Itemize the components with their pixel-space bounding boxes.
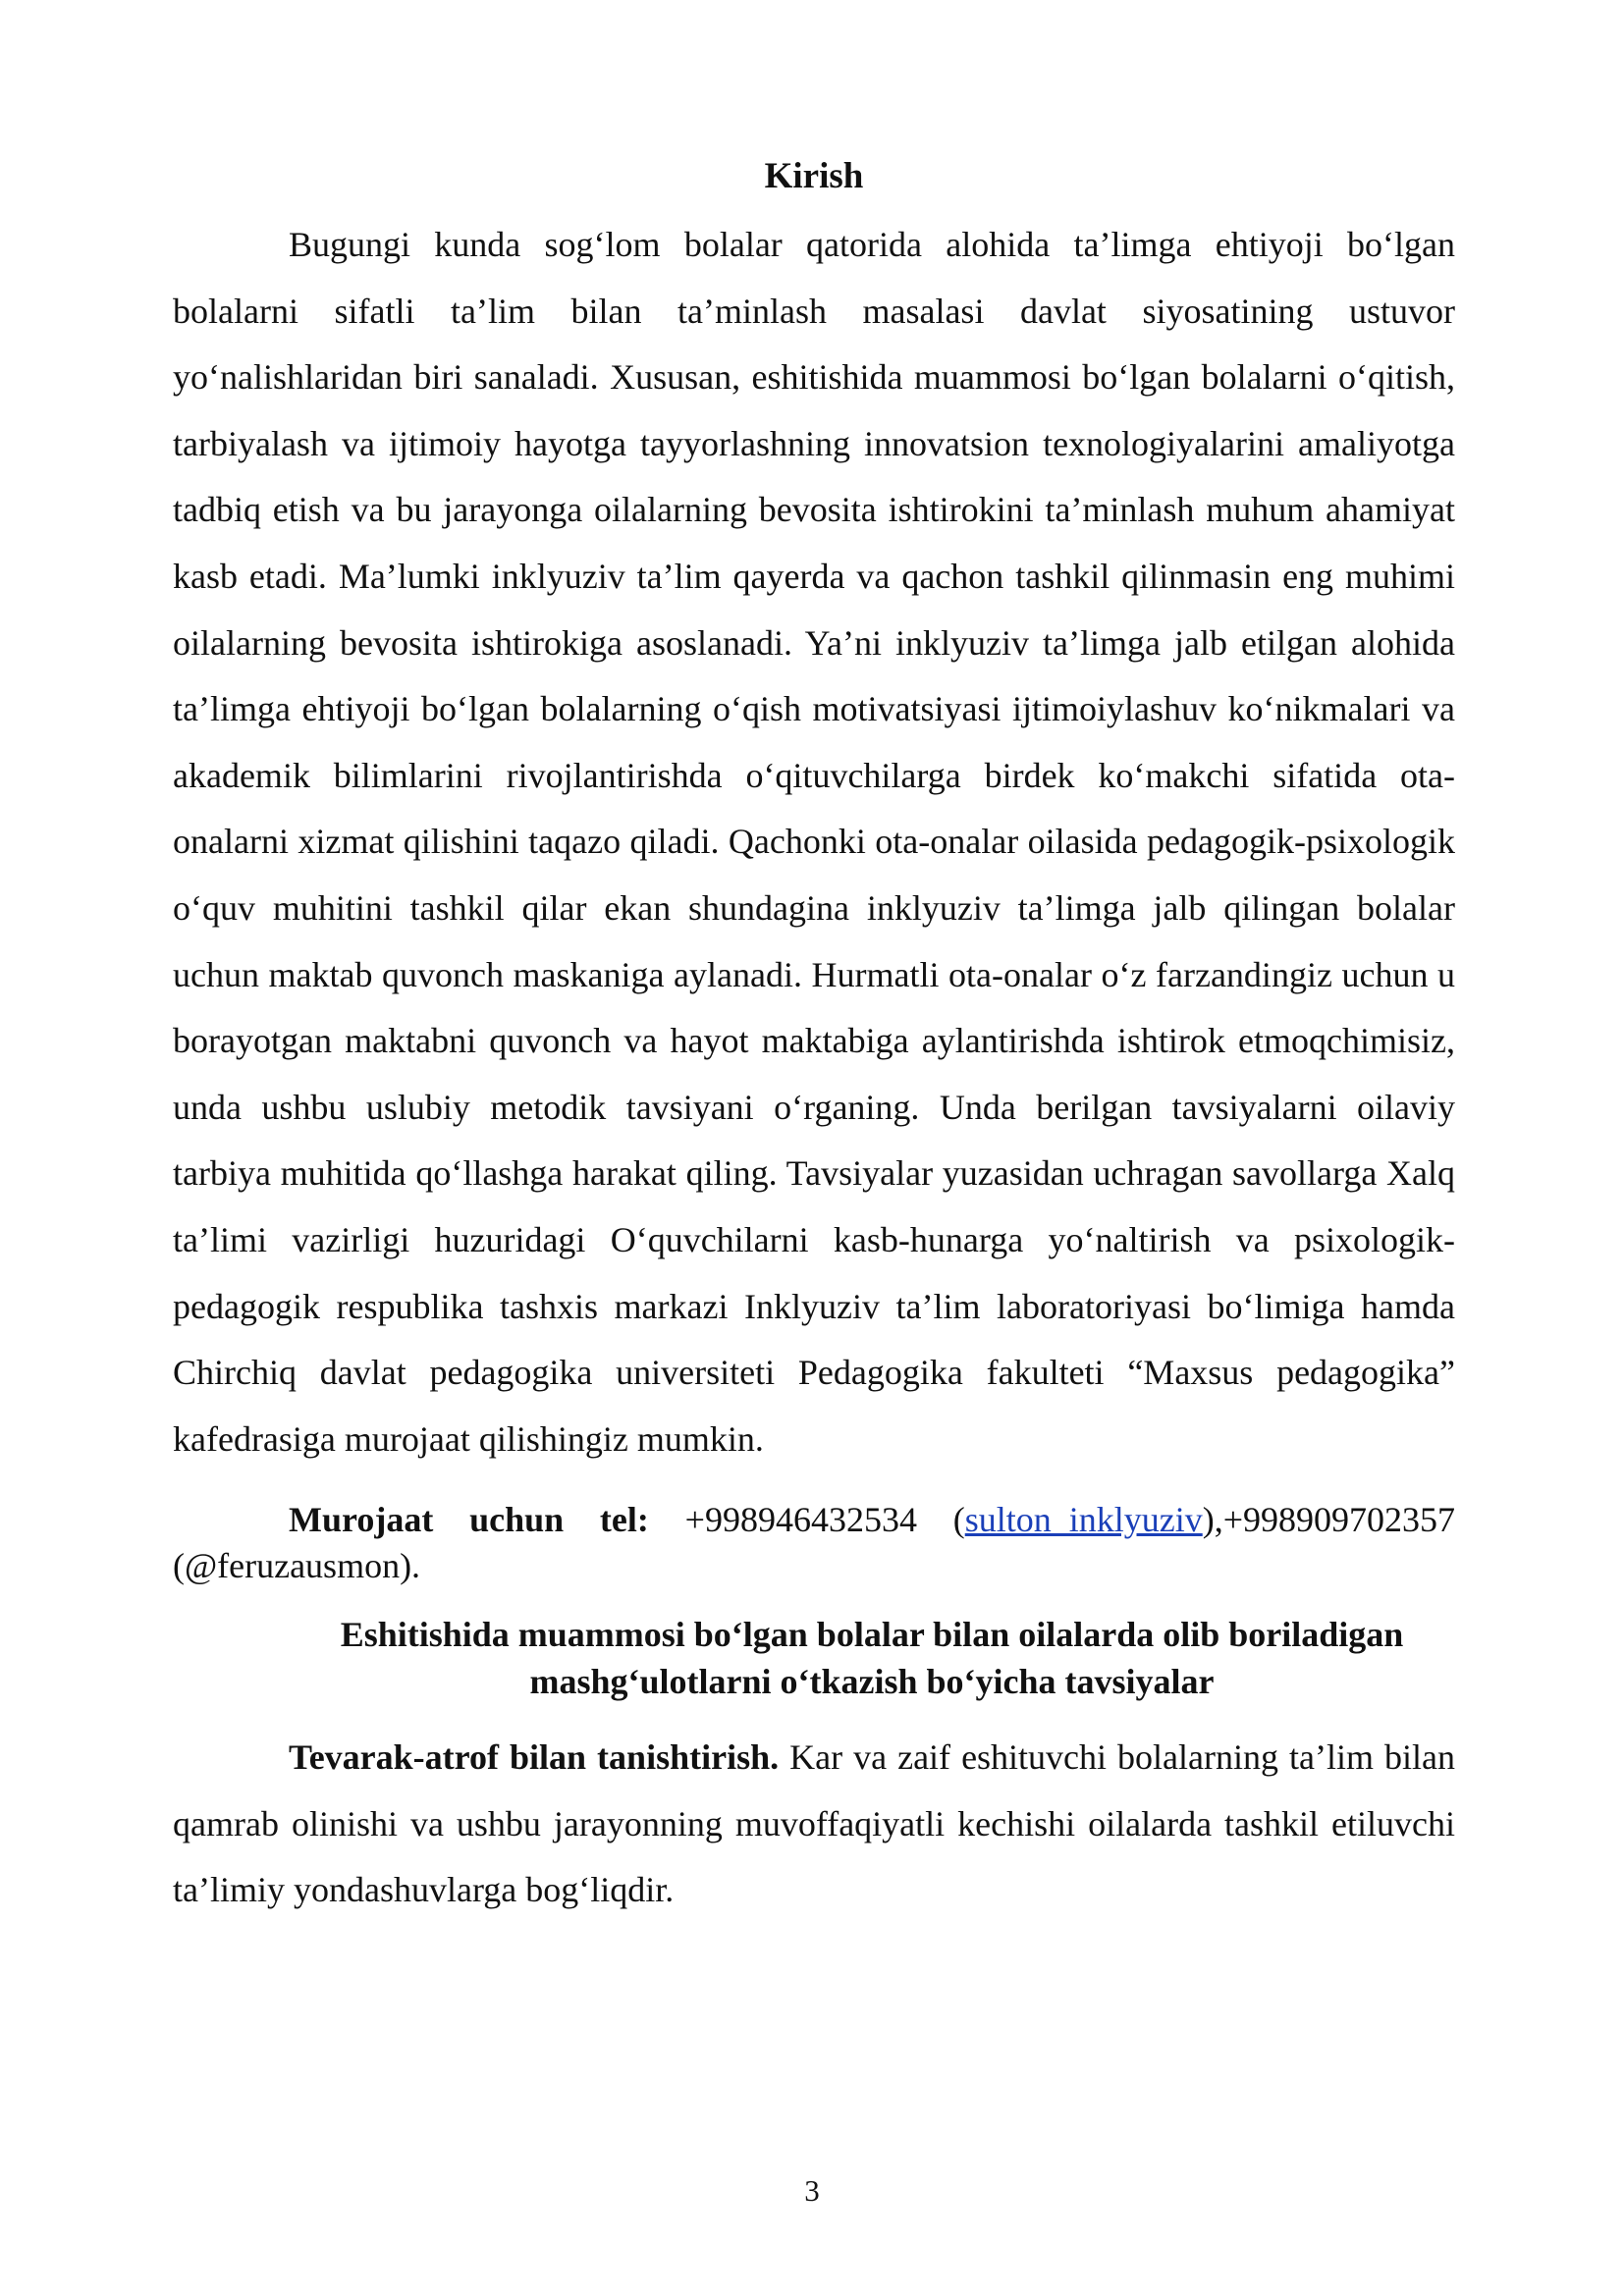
section-paragraph — [173, 1725, 1455, 1924]
document-page — [173, 147, 1455, 1924]
contact-phone-2: ),+998909702357 (@feruzausmon). — [173, 1500, 1456, 1586]
intro-paragraph: Bugungi kunda sog‘lom bolalar qatorida alohida ta’limga ehtiyoji bo‘lgan bolalarni sifatli ta’lim bilan ta’minlash masalasi davlat siyosatining ustuvor yo‘nalishlaridan biri sanaladi. Xususan, eshitishida muammosi bo‘lgan bolalarni o‘qitish, tarbiyalash va ijtimoiy hayotga tayyorlashning innovatsion texnologiyalarini amaliyotga tadbiq etish va bu jarayonga oilalarning bevosita ishtirokini ta’minlash muhum ahamiyat kasb etadi. Ma’lumki inklyuziv ta’lim qayerda va qachon tashkil qilinmasin eng muhimi oilalarning bevosita ishtirokiga asoslanadi. Ya’ni inklyuziv ta’limga jalb etilgan alohida ta’limga ehtiyoji bo‘lgan bolalarning o‘qish motivatsiyasi ijtimoiylashuv ko‘nikmalari va akademik bilimlarini rivojlantirishda o‘qituvchilarga birdek ko‘makchi sifatida ota-onalarni xizmat qilishini taqazo qiladi. Qachonki ota-onalar oilasida pedagogik-psixologik o‘quv muhitini tashkil qilar ekan shundagina inklyuziv ta’limga jalb qilingan bolalar uchun maktab quvonch maskaniga aylanadi. Hurmatli ota-onalar o‘z farzandingiz uchun u borayotgan maktabni quvonch va hayot maktabiga aylantirishda ishtirok etmoqchimisiz, unda ushbu uslubiy metodik tavsiyani o‘rganing. Unda berilgan tavsiyalarni oilaviy tarbiya muhitida qo‘llashga harakat qiling. Tavsiyalar yuzasidan uchragan savollarga Xalq ta’limi vazirligi huzuridagi O‘quvchilarni kasb-hunarga yo‘naltirish va psixologik-pedagogik respublika tashxis markazi Inklyuziv ta’lim laboratoriyasi bo‘limiga hamda Chirchiq davlat pedagogika universiteti Pedagogika fakulteti “Maxsus pedagogika” kafedrasiga murojaat qilishingiz mumkin. — [173, 225, 1455, 1459]
section-lead: Tevarak-atrof bilan tanishtirish. — [289, 1737, 780, 1778]
section-heading: Eshitishida muammosi bo‘lgan bolalar bilan oilalarda olib boriladigan mashg‘ulotlarni o‘tkazish bo‘yicha tavsiyalar — [340, 1615, 1404, 1702]
contact-link[interactable]: sulton_inklyuziv — [964, 1500, 1203, 1540]
section-text: Kar va zaif eshituvchi bolalarning ta’lim bilan qamrab olinishi va ushbu jarayonning muvoffaqiyatli kechishi oilalarda tashkil etiluvchi ta’limiy yondashuvlarga bog‘liqdir. — [173, 1737, 1455, 1910]
page-number: 3 — [804, 2173, 820, 2208]
page-title: Kirish — [764, 156, 864, 196]
contact-phone-1: +998946432534 ( — [648, 1500, 965, 1540]
contact-paragraph — [173, 1497, 1455, 1589]
contact-label: Murojaat uchun tel: — [289, 1500, 649, 1540]
